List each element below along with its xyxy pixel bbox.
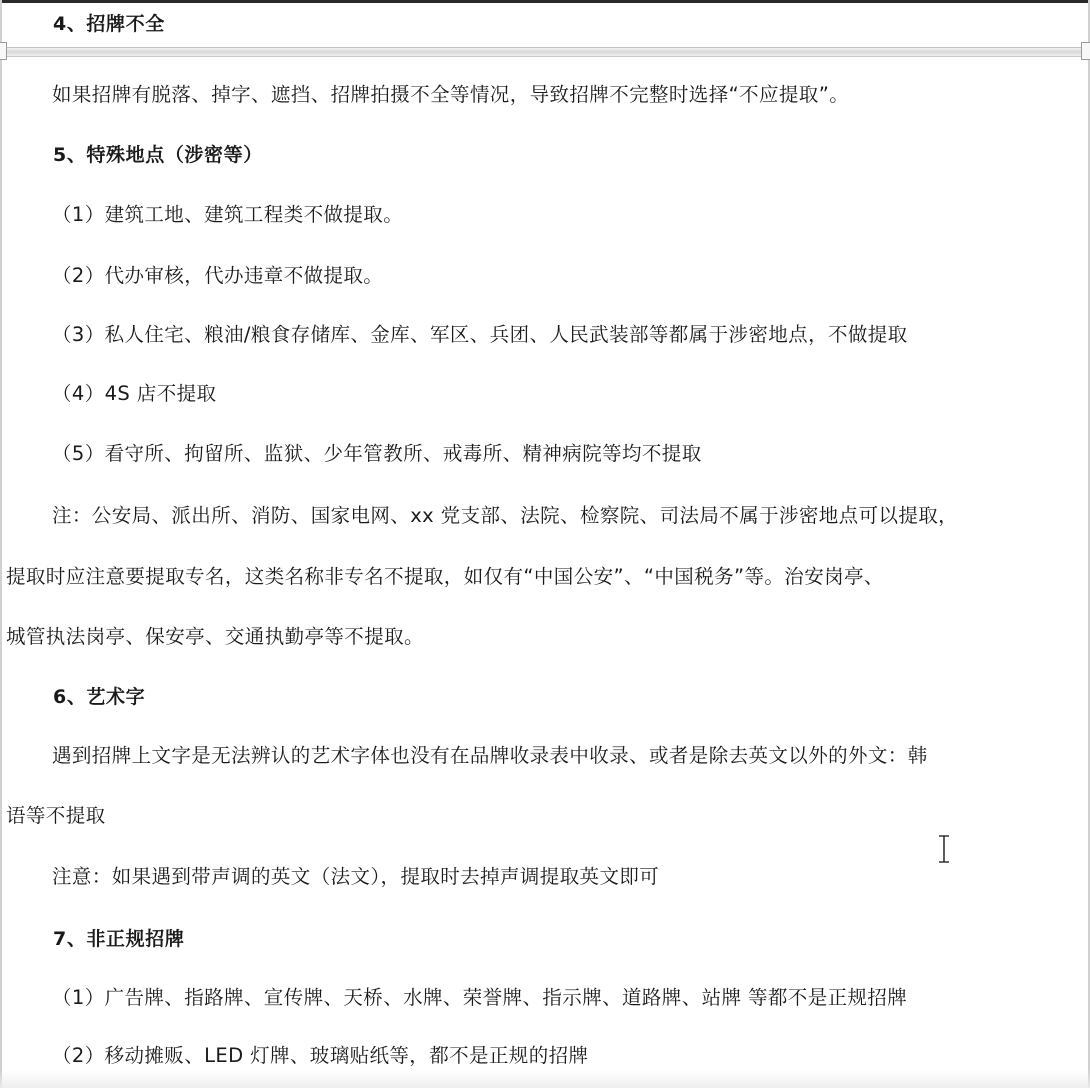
section-5-item-3: （3）私人住宅、粮油/粮食存储库、金库、军区、兵团、人民武装部等都属于涉密地点，不做提取 — [52, 323, 908, 346]
section-6-paragraph-line-2: 语等不提取 — [6, 804, 106, 827]
section-5-item-1: （1）建筑工地、建筑工程类不做提取。 — [52, 203, 404, 226]
left-margin-marker — [0, 42, 7, 60]
section-5-item-2: （2）代办审核，代办违章不做提取。 — [52, 264, 384, 287]
section-5-item-4: （4）4S 店不提取 — [52, 382, 217, 405]
section-5-heading: 5、特殊地点（涉密等） — [53, 144, 263, 166]
section-4-paragraph: 如果招牌有脱落、掉字、遮挡、招牌拍摄不全等情况，导致招牌不完整时选择“不应提取”。 — [52, 83, 850, 106]
section-5-note-line-2: 提取时应注意要提取专名，这类名称非专名不提取，如仅有“中国公安”、“中国税务”等。治安岗亭、 — [6, 565, 884, 588]
right-margin-marker — [1081, 42, 1090, 60]
section-6-note: 注意：如果遇到带声调的英文（法文），提取时去掉声调提取英文即可 — [52, 865, 660, 888]
section-5-note-line-3: 城管执法岗亭、保安亭、交通执勤亭等不提取。 — [6, 625, 424, 648]
section-7-item-1: （1）广告牌、指路牌、宣传牌、天桥、水牌、荣誉牌、指示牌、道路牌、站牌 等都不是正规招牌 — [52, 986, 908, 1009]
section-5-item-5: （5）看守所、拘留所、监狱、少年管教所、戒毒所、精神病院等均不提取 — [52, 442, 702, 465]
page-break-divider — [0, 47, 1090, 57]
section-6-heading: 6、艺术字 — [53, 686, 146, 708]
section-6-paragraph-line-1: 遇到招牌上文字是无法辨认的艺术字体也没有在品牌收录表中收录、或者是除去英文以外的外文：韩 — [52, 744, 928, 767]
section-4-heading: 4、招牌不全 — [53, 13, 165, 35]
text-cursor-icon — [936, 834, 952, 864]
section-7-item-2: （2）移动摊贩、LED 灯牌、玻璃贴纸等，都不是正规的招牌 — [52, 1044, 589, 1067]
window-top-border — [0, 0, 1090, 3]
section-7-heading: 7、非正规招牌 — [53, 928, 185, 950]
bottom-shadow — [0, 1070, 1090, 1088]
section-5-note-line-1: 注：公安局、派出所、消防、国家电网、xx 党支部、法院、检察院、司法局不属于涉密地点可以提取， — [52, 504, 959, 527]
